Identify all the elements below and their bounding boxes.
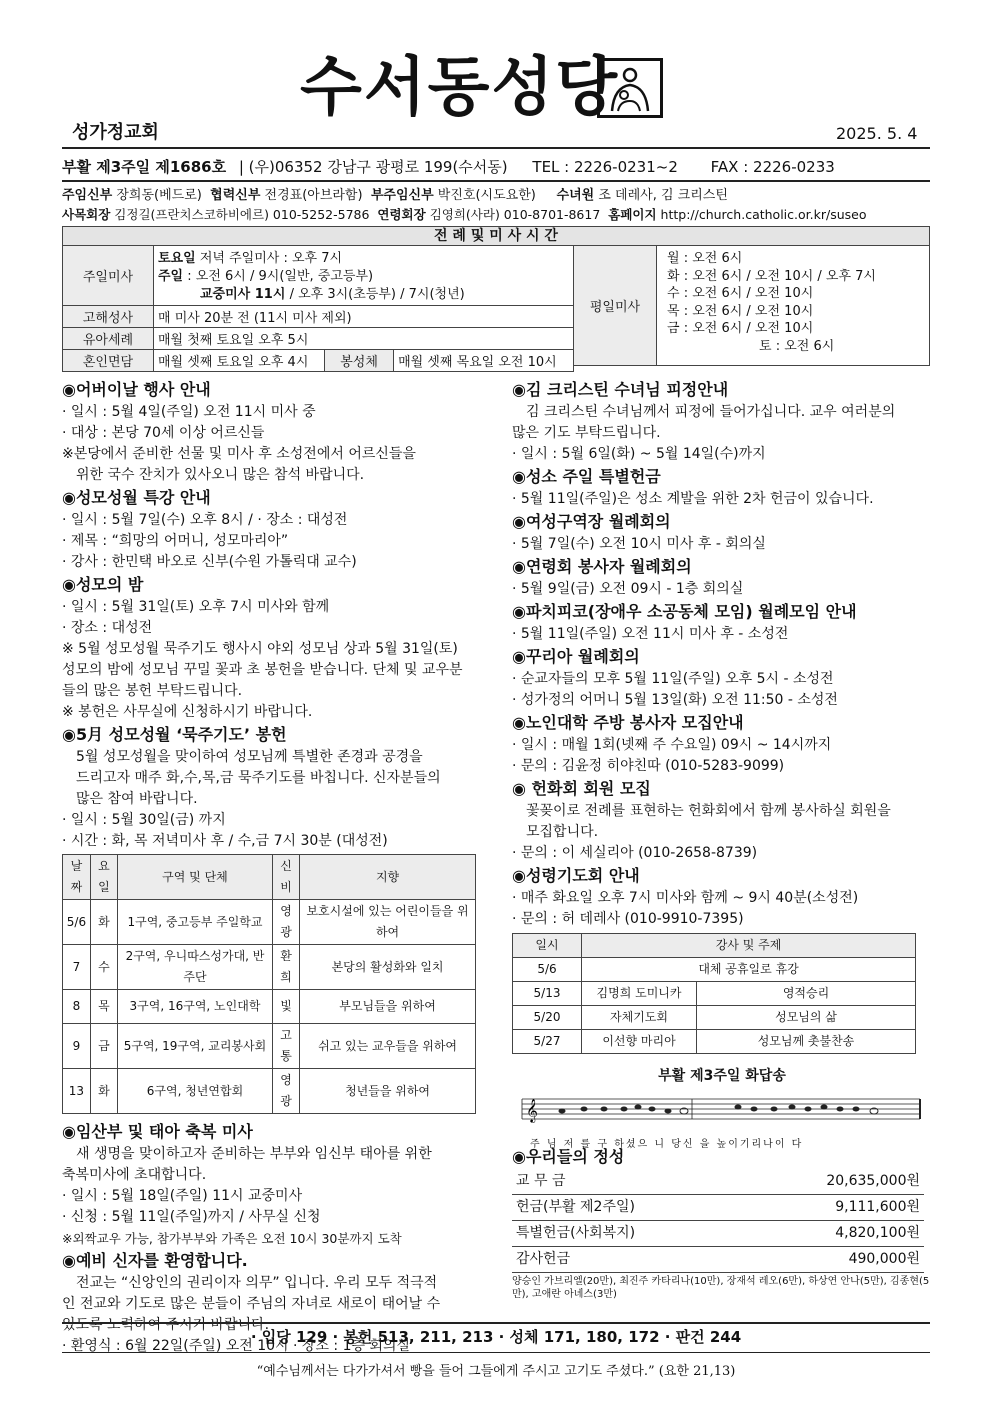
section-title: ◉어버이날 행사 안내 — [62, 380, 211, 399]
table-row: 5/6 화 1구역, 중고등부 주일학교 영광 보호시설에 있는 어린이들을 위하여 — [63, 900, 476, 945]
col-header: 요일 — [90, 855, 117, 900]
issue-date: 2025. 5. 4 — [836, 124, 918, 143]
col-header: 강사 및 주제 — [582, 934, 916, 958]
weekday-item: 토 : 오전 6시 — [759, 338, 835, 354]
line: 드리고자 매주 화,수,목,금 묵주기도를 바칩니다. 신자분들의 — [76, 770, 441, 786]
table-row: 7 수 2구역, 우니따스성가대, 반주단 환희 본당의 활성화와 일치 — [63, 945, 476, 990]
line: 새 생명을 맞이하고자 준비하는 부부와 임신부 태아를 위한 — [76, 1146, 432, 1162]
staff-label: 수녀원 — [556, 188, 595, 203]
homepage-link[interactable]: http://church.catholic.or.kr/suseo — [660, 207, 867, 222]
line: 많은 기도 부탁드립니다. — [512, 425, 661, 441]
line: · 성가정의 어머니 5월 13일(화) 오전 11:50 - 소성전 — [512, 692, 838, 708]
line: 있도록 노력하여 주시기 바랍니다. — [62, 1317, 270, 1333]
footer-quote: “예수님께서는 다가가셔서 빵을 들어 그들에게 주시고 고기도 주셨다.” (요한 21,13) — [256, 1364, 736, 1379]
staff-label: 사목회장 — [62, 207, 111, 222]
line: · 문의 : 허 데레사 (010-9910-7395) — [512, 911, 744, 927]
line: 전교는 “신앙인의 권리이자 의무” 입니다. 우리 모두 적극적 — [76, 1275, 438, 1291]
psalm-title: 부활 제3주일 화답송 — [658, 1068, 786, 1084]
table-row: 5/20 자체기도회 성모님의 삶 — [513, 1006, 916, 1030]
left-column — [62, 378, 482, 1357]
address: | (우)06352 강남구 광평로 199(수서동) — [238, 158, 508, 176]
confession-text: 매 미사 20분 전 (11시 미사 제외) — [154, 306, 574, 328]
line: ※ 봉헌은 사무실에 신청하시기 바랍니다. — [62, 704, 313, 720]
section-title: ◉김 크리스틴 수녀님 피정안내 — [512, 380, 729, 399]
line: 많은 참여 바랍니다. — [76, 791, 198, 807]
schedule-table — [62, 245, 574, 372]
line: ※본당에서 준비한 선물 및 미사 후 소성전에서 어르신들을 — [62, 446, 416, 462]
table-row: 감사헌금 490,000원 — [512, 1247, 924, 1273]
sun-label: 주일 — [158, 269, 184, 284]
weekday-item: 월 : 오전 6시 — [667, 251, 743, 266]
staff-line-2 — [62, 205, 866, 223]
main-mass: 교중미사 11시 — [200, 287, 286, 302]
table-row: 5/27 이선향 마리아 성모님께 촛불찬송 — [513, 1030, 916, 1054]
table-row: 헌금(부활 제2주일) 9,111,600원 — [512, 1195, 924, 1221]
line: · 5월 9일(금) 오전 09시 - 1층 회의실 — [512, 581, 744, 597]
line: 성모의 밤에 성모님 꾸밀 꽃과 초 봉헌을 받습니다. 단체 및 교우분 — [62, 662, 463, 678]
section-title: ◉우리들의 정성 — [512, 1147, 625, 1166]
line: · 일시 : 5월 4일(주일) 오전 11시 미사 중 — [62, 404, 316, 420]
line: · 장소 : 대성전 — [62, 620, 153, 636]
line: · 강사 : 한민택 바오로 신부(수원 가톨릭대 교수) — [62, 554, 357, 570]
line: · 신청 : 5월 11일(주일)까지 / 사무실 신청 — [62, 1209, 321, 1225]
tel: TEL : 2226-0231~2 — [532, 158, 678, 176]
line: · 일시 : 5월 18일(주일) 11시 교중미사 — [62, 1188, 303, 1204]
confession-label: 고해성사 — [63, 306, 154, 328]
table-row: 5/13 김명희 도미니카 영적승리 — [513, 982, 916, 1006]
issue-number: 부활 제3주일 제1686호 — [62, 158, 227, 176]
line: · 일시 : 5월 30일(금) 까지 — [62, 812, 226, 828]
staff-line-1 — [62, 184, 728, 203]
line: · 5월 7일(수) 오전 10시 미사 후 - 회의실 — [512, 536, 766, 552]
sunday-mass-label: 주일미사 — [63, 246, 154, 306]
sun-text: : 오전 6시 / 9시(일반, 중고등부) — [187, 269, 374, 284]
line: · 환영식 : 6월 22일(주일) 오전 10시 · 장소 : 1층 회의실 — [62, 1338, 411, 1354]
anointing-label: 봉성체 — [325, 350, 394, 372]
staff-value: 김정길(프란치스코하비에르) 010-5252-5786 — [114, 207, 370, 222]
staff-value: 전경표(아브라함) — [264, 188, 363, 203]
holy-family-logo-icon — [597, 58, 663, 118]
line: · 5월 11일(주일) 오전 11시 미사 후 - 소성전 — [512, 626, 789, 642]
staff-value: 박진호(시도요한) — [437, 188, 536, 203]
line: · 일시 : 매월 1회(넷째 주 수요일) 09시 ~ 14시까지 — [512, 737, 832, 753]
issue-line — [62, 156, 835, 177]
line: ※ 5월 성모성월 묵주기도 행사시 야외 성모님 상과 5월 31일(토) — [62, 641, 458, 657]
weekday-item: 화 : 오전 6시 / 오전 10시 / 오후 7시 — [667, 268, 876, 284]
line: 모집합니다. — [526, 824, 599, 840]
staff-label: 부주임신부 — [370, 188, 434, 203]
section-title: ◉성모의 밤 — [62, 575, 144, 594]
weekday-item: 목 : 오전 6시 / 오전 10시 — [667, 303, 814, 319]
line: 축복미사에 초대합니다. — [62, 1167, 207, 1183]
sat-text: 저녁 주일미사 : 오후 7시 — [199, 251, 343, 266]
staff-label: 협력신부 — [210, 188, 261, 203]
weekday-item: 수 : 오전 6시 / 오전 10시 — [667, 286, 814, 302]
staff-value: 장희동(베드로) — [116, 188, 202, 203]
line: · 대상 : 본당 70세 이상 어르신들 — [62, 425, 265, 441]
line: 들의 많은 봉헌 부탁드립니다. — [62, 683, 243, 699]
section-title: ◉연령회 봉사자 월례회의 — [512, 557, 692, 576]
col-header: 구역 및 단체 — [118, 855, 273, 900]
line: 5월 성모성월을 맞이하여 성모님께 특별한 존경과 공경을 — [76, 749, 423, 765]
section-title: ◉ 헌화회 회원 모집 — [512, 779, 651, 798]
col-header: 일시 — [513, 934, 582, 958]
section-title: ◉꾸리아 월례회의 — [512, 647, 640, 666]
col-header: 신비 — [272, 855, 299, 900]
section-title: ◉성령기도회 안내 — [512, 866, 640, 885]
section-title: ◉예비 신자를 환영합니다. — [62, 1251, 248, 1270]
section-title: ◉성모성월 특강 안내 — [62, 488, 211, 507]
anointing-text: 매월 셋째 목요일 오전 10시 — [394, 350, 574, 372]
line: · 일시 : 5월 7일(수) 오후 8시 / · 장소 : 대성전 — [62, 512, 348, 528]
section-title: ◉5月 성모성월 ‘묵주기도’ 봉헌 — [62, 725, 287, 744]
line: · 시간 : 화, 목 저녁미사 후 / 수,금 7시 30분 (대성전) — [62, 833, 388, 849]
table-row: 5/6 대체 공휴일로 휴강 — [513, 958, 916, 982]
staff-value: 김영희(사라) 010-8701-8617 — [429, 207, 601, 222]
donor-list: 양승인 가브리엘(20만), 최진주 카타리나(10만), 장재석 레오(6만), 하상연 안나(5만), 김종현(5만), 고애란 아녜스(3만) — [512, 1276, 930, 1300]
weekday-item: 금 : 오전 6시 / 오전 10시 — [667, 321, 814, 337]
rosary-table — [62, 854, 476, 1114]
line: · 매주 화요일 오후 7시 미사와 함께 ~ 9시 40분(소성전) — [512, 890, 859, 906]
psalm-lyrics: 주 님 저 를 구 하셨으 니 당신 을 높이기리나이 다 — [530, 1139, 804, 1150]
schedule-heading: 전 례 및 미 사 시 간 — [62, 226, 930, 246]
table-row: 교 무 금 20,635,000원 — [512, 1169, 924, 1195]
parish-subtitle: 성가정교회 — [72, 122, 159, 143]
table-row: 특별헌금(사회복지) 4,820,100원 — [512, 1221, 924, 1247]
col-header: 날짜 — [63, 855, 91, 900]
line: · 문의 : 이 세실리아 (010-2658-8739) — [512, 845, 758, 861]
staff-label: 홈페이지 — [608, 207, 657, 222]
line: 인 전교와 기도로 많은 분들이 주님의 자녀로 새로이 태어날 수 — [62, 1296, 441, 1312]
line: · 제목 : “희망의 어머니, 성모마리아” — [62, 533, 289, 549]
section-title: ◉임산부 및 태아 축복 미사 — [62, 1122, 253, 1141]
col-header: 지향 — [300, 855, 476, 900]
marriage-label: 혼인면담 — [63, 350, 154, 372]
sat-label: 토요일 — [158, 251, 196, 266]
section-title: ◉노인대학 주방 봉사자 모집안내 — [512, 713, 744, 732]
line: · 일시 : 5월 6일(화) ~ 5월 14일(수)까지 — [512, 446, 766, 462]
baptism-label: 유아세례 — [63, 328, 154, 350]
line: ※외짝교우 가능, 참가부부와 가족은 오전 10시 30분까지 도착 — [62, 1231, 402, 1246]
line: · 순교자들의 모후 5월 11일(주일) 오후 5시 - 소성전 — [512, 671, 834, 687]
staff-label: 주임신부 — [62, 188, 113, 203]
psalm-staff — [512, 1091, 932, 1150]
table-row: 9 금 5구역, 19구역, 교리봉사회 고통 쉬고 있는 교우들을 위하여 — [63, 1024, 476, 1069]
svg-text:𝄞: 𝄞 — [526, 1098, 538, 1122]
line: 김 크리스틴 수녀님께서 피정에 들어가십니다. 교우 여러분의 — [526, 404, 896, 420]
right-column — [512, 378, 932, 1301]
offering-table — [512, 1169, 924, 1273]
section-title: ◉성소 주일 특별헌금 — [512, 467, 661, 486]
page-title: 수서동성당 — [300, 51, 620, 125]
music-staff-icon — [512, 1091, 922, 1127]
line: · 일시 : 5월 31일(토) 오후 7시 미사와 함께 — [62, 599, 330, 615]
weekday-mass-label: 평일미사 — [573, 245, 657, 366]
prayer-table — [512, 933, 916, 1054]
marriage-text: 매월 셋째 토요일 오후 4시 — [154, 350, 325, 372]
line: · 5월 11일(주일)은 성소 계발을 위한 2차 헌금이 있습니다. — [512, 491, 874, 507]
line: 꽃꽂이로 전례를 표현하는 헌화회에서 함께 봉사하실 회원을 — [526, 803, 891, 819]
section-title: ◉여성구역장 월례회의 — [512, 512, 671, 531]
table-row: 8 목 3구역, 16구역, 노인대학 빛 부모님들을 위하여 — [63, 990, 476, 1024]
sun-rest: / 오후 3시(초등부) / 7시(청년) — [289, 287, 465, 302]
fax: FAX : 2226-0233 — [710, 158, 835, 176]
line: · 문의 : 김윤정 히야친따 (010-5283-9099) — [512, 758, 785, 774]
section-title: ◉파치피코(장애우 소공동체 모임) 월례모임 안내 — [512, 602, 857, 621]
staff-label: 연령회장 — [377, 207, 426, 222]
attendance-stats: · 입당 129 · 봉헌 513, 211, 213 · 성체 171, 180, 172 · 판건 244 — [250, 1328, 742, 1346]
line: 위한 국수 잔치가 있사오니 많은 참석 바랍니다. — [76, 467, 365, 483]
baptism-text: 매월 첫째 토요일 오후 5시 — [154, 328, 574, 350]
table-row: 13 화 6구역, 청년연합회 영광 청년들을 위하여 — [63, 1069, 476, 1114]
weekday-list — [656, 245, 930, 366]
staff-value: 조 데레사, 김 크리스틴 — [598, 188, 728, 203]
